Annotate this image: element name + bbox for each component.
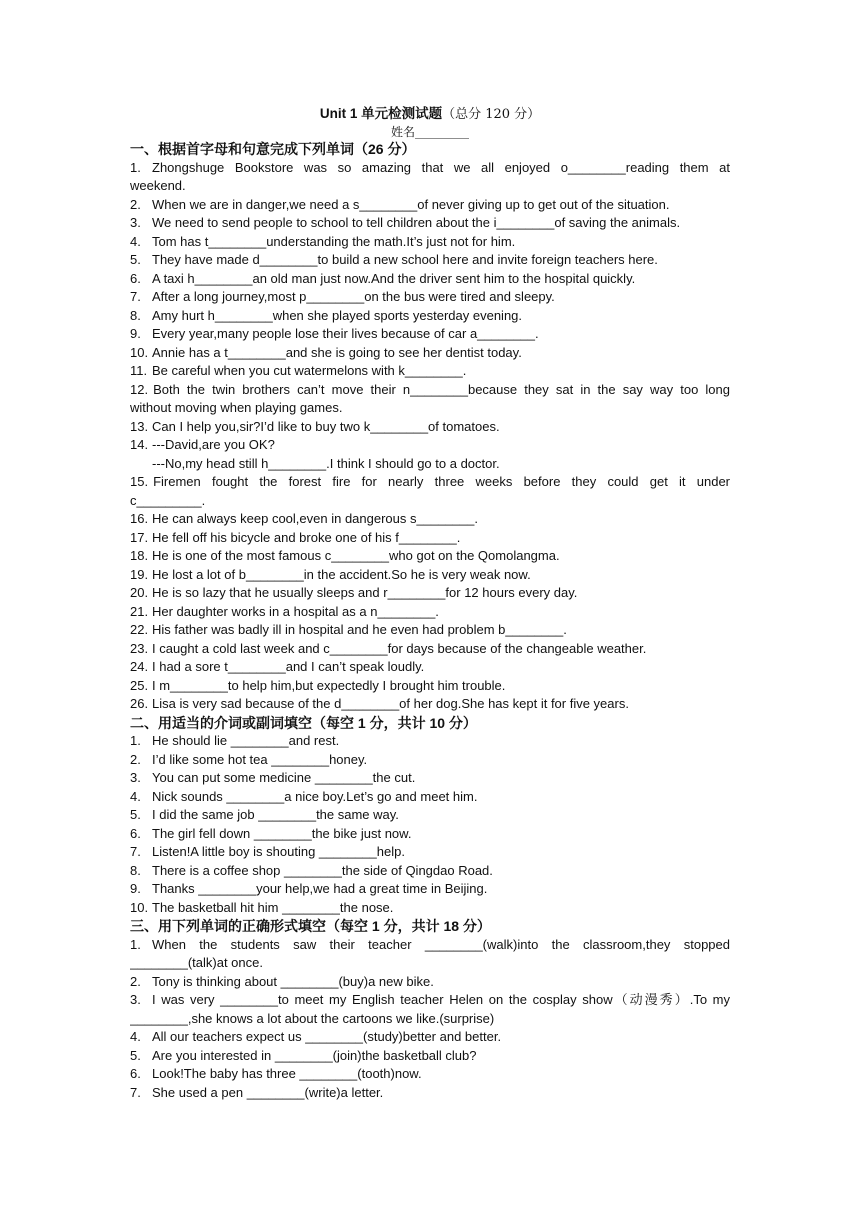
question-line xyxy=(130,325,730,344)
question-item xyxy=(130,1028,730,1047)
question-item xyxy=(130,584,730,603)
question-line xyxy=(130,1028,730,1047)
question-item xyxy=(130,1084,730,1103)
question-number: 15. xyxy=(130,474,149,489)
question-number: 23. xyxy=(130,640,149,656)
question-text: Annie has a t________and she is going to see her dentist today. xyxy=(152,344,522,360)
question-number: 12. xyxy=(130,381,149,397)
question-item xyxy=(130,695,730,714)
question-line xyxy=(130,566,730,585)
question-item xyxy=(130,251,730,270)
section-3-heading: 三、用下列单词的正确形式填空（每空 1 分，共计 18 分） xyxy=(130,918,491,934)
question-item xyxy=(130,806,730,825)
question-item xyxy=(130,547,730,566)
question-line xyxy=(130,658,730,677)
question-text: Thanks ________your help,we had a great time in Beijing. xyxy=(152,881,488,896)
question-number: 16. xyxy=(130,511,149,526)
question-number: 2. xyxy=(130,751,141,767)
question-item xyxy=(130,510,730,529)
question-item xyxy=(130,732,730,751)
question-line xyxy=(130,1084,730,1103)
question-text: Be careful when you cut watermelons with k________. xyxy=(152,363,467,378)
question-item xyxy=(130,362,730,381)
question-line xyxy=(130,436,730,455)
title-suffix: （总分 120 分） xyxy=(442,107,541,122)
question-line xyxy=(130,973,730,992)
question-continuation: c_________. xyxy=(130,492,206,508)
question-item xyxy=(130,566,730,585)
question-text: I was very ________to meet my English teacher Helen on the cosplay show（动漫秀）.To my xyxy=(152,992,730,1007)
title-main: Unit 1 单元检测试题 xyxy=(319,106,443,121)
question-text: You can put some medicine ________the cut. xyxy=(152,770,416,785)
question-item xyxy=(130,825,730,844)
question-item xyxy=(130,325,730,344)
question-item xyxy=(130,788,730,807)
question-number: 2. xyxy=(130,973,141,989)
question-text: After a long journey,most p________on the bus were tired and sleepy. xyxy=(152,289,555,304)
question-continuation: ---No,my head still h________.I think I should go to a doctor. xyxy=(152,455,500,471)
question-line xyxy=(130,640,730,659)
question-text: Her daughter works in a hospital as a n________. xyxy=(152,603,439,619)
question-number: 19. xyxy=(130,566,149,582)
question-item xyxy=(130,621,730,640)
question-item xyxy=(130,1047,730,1066)
question-line xyxy=(130,825,730,844)
question-text: Tom has t________understanding the math.It’s just not for him. xyxy=(152,233,516,249)
question-text: He fell off his bicycle and broke one of his f________. xyxy=(152,529,461,545)
question-item xyxy=(130,991,730,1028)
question-line xyxy=(130,584,730,603)
question-line xyxy=(130,732,730,751)
question-line xyxy=(130,288,730,307)
question-number: 18. xyxy=(130,548,149,563)
question-item xyxy=(130,270,730,289)
question-text: They have made d________to build a new school here and invite foreign teachers here. xyxy=(152,252,658,267)
question-line xyxy=(130,307,730,326)
question-item xyxy=(130,214,730,233)
question-line xyxy=(130,991,730,1010)
question-item xyxy=(130,899,730,918)
question-line xyxy=(130,880,730,899)
question-line xyxy=(130,695,730,714)
question-number: 4. xyxy=(130,1029,141,1044)
question-text: Look!The baby has three ________(tooth)now. xyxy=(152,1066,422,1081)
question-item xyxy=(130,936,730,973)
question-item xyxy=(130,769,730,788)
question-text: We need to send people to school to tell children about the i________of saving the animals. xyxy=(152,215,681,230)
question-item xyxy=(130,436,730,473)
question-text: All our teachers expect us ________(study)better and better. xyxy=(152,1029,502,1044)
question-text: Both the twin brothers can’t move their n________because they sat in the say way too long xyxy=(153,381,730,397)
question-line xyxy=(130,529,730,548)
question-line xyxy=(130,418,730,437)
question-item xyxy=(130,658,730,677)
question-number: 1. xyxy=(130,159,141,175)
question-number: 13. xyxy=(130,418,149,434)
question-item xyxy=(130,473,730,510)
question-line xyxy=(130,806,730,825)
question-item xyxy=(130,288,730,307)
question-text: Amy hurt h________when she played sports yesterday evening. xyxy=(152,307,523,323)
question-item xyxy=(130,159,730,196)
question-item xyxy=(130,603,730,622)
question-text: Are you interested in ________(join)the basketball club? xyxy=(152,1047,477,1063)
question-number: 6. xyxy=(130,270,141,286)
question-item xyxy=(130,973,730,992)
question-number: 3. xyxy=(130,215,141,230)
question-number: 2. xyxy=(130,196,141,212)
question-line xyxy=(130,899,730,918)
question-text: I did the same job ________the same way. xyxy=(152,807,399,822)
question-line xyxy=(130,233,730,252)
question-text: Tony is thinking about ________(buy)a new bike. xyxy=(152,973,434,989)
question-item xyxy=(130,307,730,326)
question-line xyxy=(130,769,730,788)
question-text: He lost a lot of b________in the accident.So he is very weak now. xyxy=(152,566,531,582)
question-text: ---David,are you OK? xyxy=(152,437,275,452)
question-number: 24. xyxy=(130,659,149,674)
question-item xyxy=(130,751,730,770)
question-item xyxy=(130,880,730,899)
question-line xyxy=(130,1047,730,1066)
question-text: When the students saw their teacher ________(walk)into the classroom,they stopped xyxy=(152,936,730,952)
question-text: The girl fell down ________the bike just now. xyxy=(152,825,412,841)
question-number: 5. xyxy=(130,1047,141,1063)
question-text: Every year,many people lose their lives because of car a________. xyxy=(152,326,539,341)
question-text: I had a sore t________and I can’t speak loudly. xyxy=(152,659,425,674)
question-continuation: without moving when playing games. xyxy=(130,400,343,415)
question-number: 6. xyxy=(130,825,141,841)
question-text: I’d like some hot tea ________honey. xyxy=(152,751,368,767)
question-number: 3. xyxy=(130,992,141,1007)
question-line xyxy=(130,1065,730,1084)
section-2-heading: 二、用适当的介词或副词填空（每空 1 分，共计 10 分） xyxy=(130,714,477,731)
question-text: Firemen fought the forest fire for nearly three weeks before they could get it under xyxy=(153,474,730,489)
section-2-list xyxy=(130,732,730,917)
question-text: Listen!A little boy is shouting ________help. xyxy=(152,844,405,859)
question-continuation: ________,she knows a lot about the cartoons we like.(surprise) xyxy=(130,1010,495,1026)
question-number: 5. xyxy=(130,807,141,822)
question-number: 3. xyxy=(130,770,141,785)
question-number: 20. xyxy=(130,585,149,600)
question-text: He is one of the most famous c________who got on the Qomolangma. xyxy=(152,548,560,563)
question-text: Zhongshuge Bookstore was so amazing that we all enjoyed o________reading them at xyxy=(152,159,730,175)
question-line xyxy=(130,677,730,696)
question-line xyxy=(130,362,730,381)
question-text: Lisa is very sad because of the d________of her dog.She has kept it for five years. xyxy=(152,696,629,711)
question-text: His father was badly ill in hospital and he even had problem b________. xyxy=(152,622,567,637)
question-number: 21. xyxy=(130,603,149,619)
question-number: 5. xyxy=(130,252,141,267)
question-number: 7. xyxy=(130,1084,141,1100)
question-text: He can always keep cool,even in dangerous s________. xyxy=(152,511,478,526)
question-item xyxy=(130,344,730,363)
exam-page xyxy=(130,104,730,1102)
name-field: 姓名_________ xyxy=(390,125,469,139)
question-line xyxy=(130,547,730,566)
question-number: 17. xyxy=(130,529,149,545)
question-text: I m________to help him,but expectedly I brought him trouble. xyxy=(152,677,506,693)
question-line xyxy=(130,270,730,289)
question-item xyxy=(130,843,730,862)
question-line xyxy=(130,381,730,400)
question-text: A taxi h________an old man just now.And the driver sent him to the hospital quickly. xyxy=(152,270,636,286)
question-line xyxy=(130,473,730,492)
question-item xyxy=(130,640,730,659)
question-item xyxy=(130,233,730,252)
question-number: 9. xyxy=(130,326,141,341)
question-text: He should lie ________and rest. xyxy=(152,733,340,748)
question-item xyxy=(130,677,730,696)
question-number: 9. xyxy=(130,881,141,896)
question-item xyxy=(130,418,730,437)
question-text: Nick sounds ________a nice boy.Let’s go and meet him. xyxy=(152,788,478,804)
question-number: 26. xyxy=(130,696,149,711)
question-number: 4. xyxy=(130,788,141,804)
question-line xyxy=(130,788,730,807)
question-number: 4. xyxy=(130,233,141,249)
question-number: 10. xyxy=(130,899,149,915)
question-text: There is a coffee shop ________the side of Qingdao Road. xyxy=(152,862,493,878)
question-item xyxy=(130,381,730,418)
question-line xyxy=(130,862,730,881)
question-line xyxy=(130,196,730,215)
section-1-list xyxy=(130,159,730,714)
question-line xyxy=(130,159,730,178)
question-line xyxy=(130,214,730,233)
question-number: 25. xyxy=(130,677,149,693)
question-number: 8. xyxy=(130,862,141,878)
section-1-heading: 一、根据首字母和句意完成下列单词（26 分） xyxy=(130,141,416,157)
question-text: The basketball hit him ________the nose. xyxy=(152,899,394,915)
question-line xyxy=(130,621,730,640)
question-line xyxy=(130,751,730,770)
page-title xyxy=(130,104,730,124)
section-3-list xyxy=(130,936,730,1103)
question-item xyxy=(130,1065,730,1084)
question-line xyxy=(130,510,730,529)
question-text: When we are in danger,we need a s________of never giving up to get out of the situation. xyxy=(152,196,670,212)
question-item xyxy=(130,862,730,881)
question-number: 10. xyxy=(130,344,149,360)
question-number: 8. xyxy=(130,307,141,323)
question-item xyxy=(130,196,730,215)
question-line xyxy=(130,251,730,270)
question-number: 1. xyxy=(130,733,141,748)
question-line xyxy=(130,603,730,622)
question-line xyxy=(130,843,730,862)
question-text: Can I help you,sir?I’d like to buy two k________of tomatoes. xyxy=(152,418,500,434)
question-number: 14. xyxy=(130,437,149,452)
question-number: 22. xyxy=(130,622,149,637)
question-continuation: ________(talk)at once. xyxy=(130,955,263,970)
question-number: 7. xyxy=(130,844,141,859)
question-number: 1. xyxy=(130,936,141,952)
question-text: I caught a cold last week and c________for days because of the changeable weather. xyxy=(152,640,647,656)
question-line xyxy=(130,344,730,363)
question-number: 11. xyxy=(130,363,148,378)
question-text: He is so lazy that he usually sleeps and r________for 12 hours every day. xyxy=(152,585,578,600)
question-text: She used a pen ________(write)a letter. xyxy=(152,1084,384,1100)
question-number: 6. xyxy=(130,1066,141,1081)
question-number: 7. xyxy=(130,289,141,304)
question-continuation: weekend. xyxy=(130,178,186,193)
question-line xyxy=(130,936,730,955)
question-item xyxy=(130,529,730,548)
